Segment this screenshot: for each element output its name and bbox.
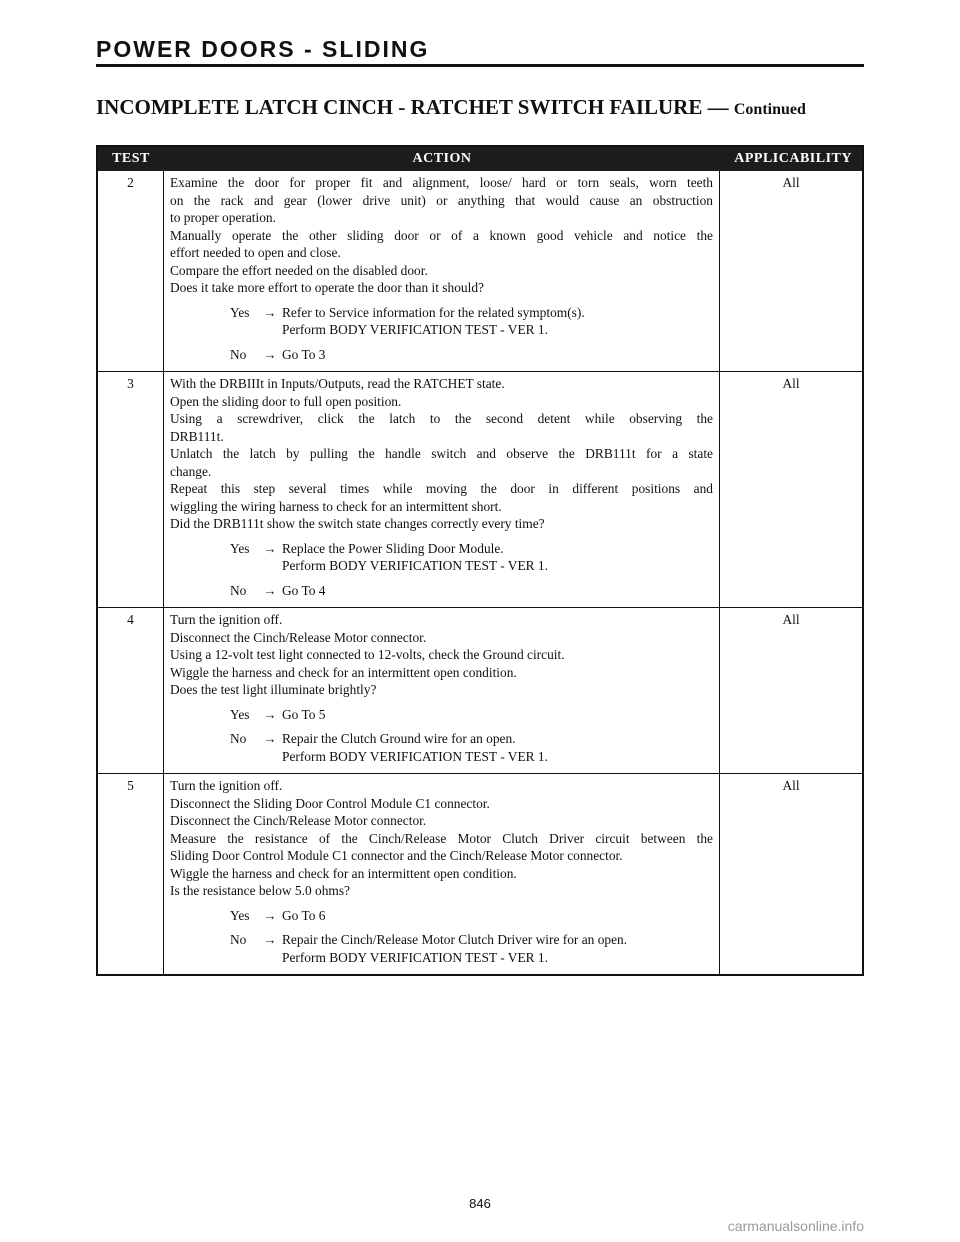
column-header-test: TEST — [112, 151, 150, 166]
page-number: 846 — [469, 1196, 491, 1211]
action-line: effort needed to open and close. — [170, 245, 341, 260]
table-row — [98, 773, 862, 974]
answer-result — [282, 346, 713, 364]
answer-result-line: Perform BODY VERIFICATION TEST - VER 1. — [282, 949, 548, 965]
action-cell — [164, 608, 720, 773]
section-divider — [96, 64, 864, 67]
answer-result — [282, 931, 713, 966]
answer-result-line: Go To 6 — [282, 907, 326, 923]
action-line: on the rack and gear (lower drive unit) or anything that would cause an obstruction — [170, 192, 713, 208]
arrow-right-icon: → — [263, 706, 277, 722]
diagnostic-table — [96, 145, 864, 976]
arrow-right-icon: → — [263, 304, 277, 320]
answer-label: Yes — [230, 706, 250, 722]
test-number: 4 — [98, 608, 164, 773]
action-line: to proper operation. — [170, 210, 276, 225]
action-text — [170, 174, 713, 297]
action-line: wiggling the wiring harness to check for an intermittent short. — [170, 498, 502, 514]
answer-result-line: Go To 3 — [282, 346, 326, 362]
action-cell — [164, 372, 720, 607]
action-line: Does the test light illuminate brightly? — [170, 682, 377, 697]
answer-result-line: Repair the Clutch Ground wire for an open. — [282, 731, 516, 746]
answer-result — [282, 304, 713, 339]
answer-label: Yes — [230, 540, 250, 556]
answer-result — [282, 730, 713, 765]
arrow-right-icon: → — [263, 540, 277, 556]
action-line: Disconnect the Cinch/Release Motor connector. — [170, 813, 427, 828]
continued-label: Continued — [733, 101, 806, 118]
answer-result-line: Repair the Cinch/Release Motor Clutch Driver wire for an open. — [282, 932, 628, 947]
answer-no — [170, 346, 713, 364]
answer-no — [170, 931, 713, 966]
action-line: With the DRBIIIt in Inputs/Outputs, read the RATCHET state. — [170, 376, 505, 391]
answer-result-line: Go To 4 — [282, 582, 326, 598]
action-text — [170, 375, 713, 533]
test-number: 5 — [98, 774, 164, 974]
answer-no — [170, 582, 713, 600]
action-line: Measure the resistance of the Cinch/Release Motor Clutch Driver circuit between the — [170, 830, 713, 846]
answer-label: No — [230, 731, 247, 746]
arrow-right-icon: → — [263, 907, 277, 923]
answer-result-line: Perform BODY VERIFICATION TEST - VER 1. — [282, 558, 548, 573]
action-text — [170, 611, 713, 699]
watermark: carmanualsonline.info — [727, 1218, 864, 1234]
answer-result-line: Go To 5 — [282, 706, 326, 722]
section-title: POWER DOORS - SLIDING — [96, 36, 430, 62]
answer-result-line: Replace the Power Sliding Door Module. — [282, 540, 504, 556]
column-header-action: ACTION — [412, 151, 472, 166]
answer-yes — [170, 706, 713, 724]
answer-label: No — [230, 582, 247, 598]
arrow-right-icon: → — [263, 731, 277, 746]
action-line: Turn the ignition off. — [170, 612, 283, 627]
procedure-title — [96, 95, 806, 120]
table-body — [98, 171, 862, 974]
action-line: Is the resistance below 5.0 ohms? — [170, 883, 350, 898]
action-line: Disconnect the Cinch/Release Motor connector. — [170, 629, 427, 645]
answer-label: No — [230, 932, 247, 947]
answer-yes — [170, 540, 713, 575]
answer-result-line: Refer to Service information for the related symptom(s). — [282, 304, 585, 320]
action-line: Does it take more effort to operate the door than it should? — [170, 280, 484, 295]
action-cell — [164, 171, 720, 371]
procedure-title-text: INCOMPLETE LATCH CINCH - RATCHET SWITCH FAILURE — — [96, 95, 729, 119]
table-row — [98, 607, 862, 773]
action-line: Examine the door for proper fit and alignment, loose/ hard or torn seals, worn teeth — [170, 175, 713, 190]
test-number: 3 — [98, 372, 164, 607]
answer-yes — [170, 907, 713, 925]
arrow-right-icon: → — [263, 346, 277, 362]
table-row — [98, 171, 862, 371]
action-line: Using a screwdriver, click the latch to the second detent while observing the — [170, 411, 713, 426]
table-row — [98, 371, 862, 607]
applicability-value: All — [782, 778, 800, 793]
answer-yes — [170, 304, 713, 339]
answer-result-line: Perform BODY VERIFICATION TEST - VER 1. — [282, 322, 548, 337]
answer-no — [170, 730, 713, 765]
action-line: Disconnect the Sliding Door Control Module C1 connector. — [170, 795, 490, 811]
action-line: Repeat this step several times while moving the door in different positions and — [170, 481, 713, 496]
action-cell — [164, 774, 720, 974]
column-header-applicability: APPLICABILITY — [734, 151, 852, 166]
action-line: Wiggle the harness and check for an intermittent open condition. — [170, 865, 517, 881]
action-line: Manually operate the other sliding door or of a known good vehicle and notice the — [170, 227, 713, 243]
action-line: Sliding Door Control Module C1 connector and the Cinch/Release Motor connector. — [170, 848, 623, 863]
action-line: Wiggle the harness and check for an intermittent open condition. — [170, 664, 517, 680]
answer-result-line: Perform BODY VERIFICATION TEST - VER 1. — [282, 748, 548, 764]
arrow-right-icon: → — [263, 932, 277, 947]
test-number: 2 — [98, 171, 164, 371]
action-line: Did the DRB111t show the switch state changes correctly every time? — [170, 516, 545, 531]
action-line: Unlatch the latch by pulling the handle switch and observe the DRB111t for a state — [170, 446, 713, 461]
answer-label: Yes — [230, 304, 250, 320]
answer-label: Yes — [230, 907, 250, 923]
answer-result — [282, 907, 713, 925]
action-line: DRB111t. — [170, 428, 224, 444]
action-text — [170, 777, 713, 900]
applicability-value: All — [782, 376, 800, 391]
answer-result — [282, 540, 713, 575]
answer-result — [282, 582, 713, 600]
applicability-value: All — [782, 175, 800, 190]
arrow-right-icon: → — [263, 582, 277, 598]
answer-label: No — [230, 346, 247, 362]
action-line: Open the sliding door to full open position. — [170, 393, 402, 409]
table-header — [98, 147, 862, 171]
answer-result — [282, 706, 713, 724]
action-line: Using a 12-volt test light connected to 12-volts, check the Ground circuit. — [170, 647, 565, 662]
action-line: change. — [170, 463, 212, 479]
applicability-value: All — [782, 612, 800, 627]
action-line: Compare the effort needed on the disabled door. — [170, 262, 428, 278]
action-line: Turn the ignition off. — [170, 778, 283, 793]
